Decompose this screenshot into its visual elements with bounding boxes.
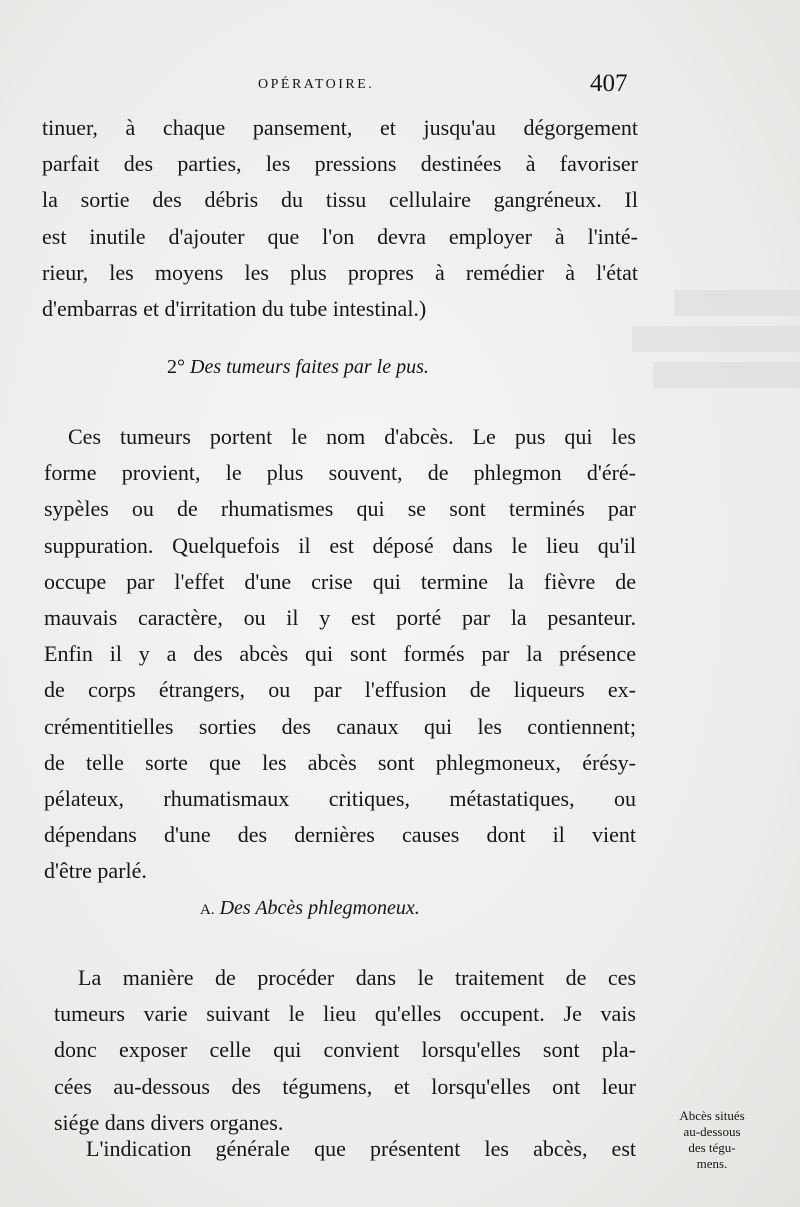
- subsection-letter: A.: [200, 902, 215, 918]
- text-line: parfait des parties, les pressions destinées à favoriser: [42, 151, 638, 177]
- text-line: d'être parlé.: [44, 858, 147, 884]
- paragraph-procedure: [54, 960, 636, 1141]
- margin-note-line: au-dessous: [683, 1124, 741, 1139]
- text-line: est inutile d'ajouter que l'on devra employer à l'inté-: [42, 223, 638, 249]
- margin-note: [657, 1108, 767, 1172]
- subsection-heading: [200, 897, 420, 920]
- running-header: OPÉRATOIRE.: [258, 77, 375, 92]
- paragraph-indication: [54, 1131, 636, 1167]
- text-line: dépendans d'une des dernières causes dont il vient: [44, 822, 636, 848]
- page-number: 407: [590, 70, 628, 97]
- text-line: cées au-dessous des tégumens, et lorsqu'elles ont leur: [54, 1073, 636, 1099]
- text-line: occupe par l'effet d'une crise qui termine la fièvre de: [44, 568, 636, 594]
- section-number: 2°: [167, 356, 185, 378]
- text-line: pélateux, rhumatismaux critiques, métastatiques, ou: [44, 785, 636, 811]
- text-line: donc exposer celle qui convient lorsqu'elles sont pla-: [54, 1037, 636, 1063]
- margin-note-line: des tégu-: [688, 1140, 736, 1155]
- margin-note-line: mens.: [696, 1156, 728, 1171]
- text-line: forme provient, le plus souvent, de phlegmon d'éré-: [44, 460, 636, 486]
- text-line: suppuration. Quelquefois il est déposé dans le lieu qu'il: [44, 532, 636, 558]
- section-heading: [167, 356, 429, 379]
- text-line: de corps étrangers, ou par l'effusion de liqueurs ex-: [44, 677, 636, 703]
- text-line: La manière de procéder dans le traitement de ces: [78, 965, 636, 990]
- text-line: tumeurs varie suivant le lieu qu'elles occupent. Je vais: [54, 1001, 636, 1027]
- text-line: d'embarras et d'irritation du tube intestinal.): [42, 295, 427, 321]
- subsection-title: Des Abcès phlegmoneux.: [219, 897, 420, 919]
- text-line: la sortie des débris du tissu cellulaire gangréneux. Il: [42, 187, 638, 213]
- text-line: de telle sorte que les abcès sont phlegmoneux, érésy-: [44, 749, 636, 775]
- text-line: siége dans divers organes.: [54, 1109, 284, 1135]
- text-line: mauvais caractère, ou il y est porté par la pesanteur.: [44, 604, 636, 630]
- text-line: tinuer, à chaque pansement, et jusqu'au dégorgement: [42, 115, 638, 140]
- text-line: rieur, les moyens les plus propres à remédier à l'état: [42, 259, 638, 285]
- paragraph-continuation: [42, 110, 638, 327]
- text-line: Ces tumeurs portent le nom d'abcès. Le pus qui les: [68, 424, 636, 449]
- paragraph-abces: [44, 419, 636, 889]
- text-line: L'indication générale que présentent les abcès, est: [86, 1136, 636, 1161]
- text-line: crémentitielles sorties des canaux qui les contiennent;: [44, 713, 636, 739]
- text-line: sypèles ou de rhumatismes qui se sont terminés par: [44, 496, 636, 522]
- text-line: Enfin il y a des abcès qui sont formés par la présence: [44, 641, 636, 667]
- margin-note-line: Abcès situés: [679, 1108, 745, 1123]
- section-title: Des tumeurs faites par le pus.: [190, 356, 429, 378]
